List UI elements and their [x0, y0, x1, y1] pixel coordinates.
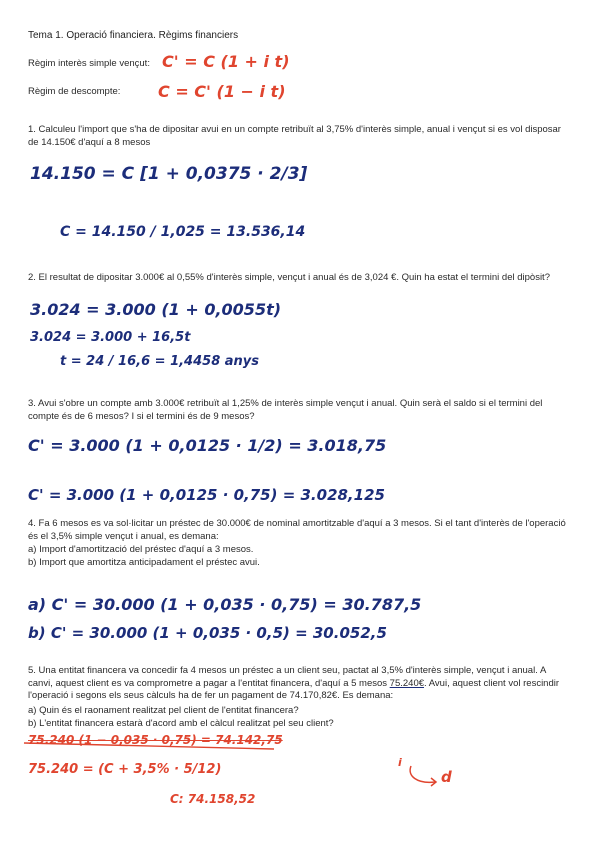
- q5-side-note-d: d: [441, 768, 452, 786]
- q2-handwriting-1: 3.024 = 3.000 (1 + 0,0055t): [30, 300, 282, 319]
- simple-regime-label: Règim interès simple vençut:: [28, 58, 150, 69]
- q4-handwriting-1: a) C' = 30.000 (1 + 0,035 · 0,75) = 30.787,5: [28, 595, 422, 614]
- discount-regime-formula: C = C' (1 − i t): [158, 82, 286, 101]
- q4-handwriting-2: b) C' = 30.000 (1 + 0,035 · 0,5) = 30.052,5: [28, 624, 387, 642]
- q5-side-note-i: i: [398, 756, 402, 769]
- question-3: 3. Avui s'obre un compte amb 3.000€ retribuït al 1,25% de interès simple vençut i anual. Quin serà el saldo si el termini del compte és de 6 mesos? I si el termini és de 9 mesos?: [28, 398, 543, 422]
- question-5-a: a) Quin és el raonament realitzat pel client de l'entitat financera?: [28, 705, 299, 716]
- question-2: 2. El resultat de dipositar 3.000€ al 0,55% d'interès simple, vençut i anual és de 3,024 €. Quin ha estat el termini del dipòsit?: [28, 272, 550, 283]
- question-5-text-b: . Avui, aquest client vol rescindir l'operació i segons els seus càlculs ha de fer un pagament de 74.170,82€. Es demana:: [28, 677, 560, 701]
- q3-handwriting-2: C' = 3.000 (1 + 0,0125 · 0,75) = 3.028,125: [28, 486, 385, 504]
- question-1: 1. Calculeu l'import que s'ha de dipositar avui en un compte retribuït al 3,75% d'interès simple, anual i vençut si es vol disposar de 14.150€ d'aquí a 8 mesos: [28, 124, 561, 148]
- q5-handwriting-3: C: 74.158,52: [170, 792, 256, 806]
- q2-handwriting-3: t = 24 / 16,6 = 1,4458 anys: [60, 354, 259, 369]
- q5-handwriting-crossed: 75.240 (1 − 0,035 · 0,75) = 74.142,75: [28, 733, 283, 747]
- simple-regime-formula: C' = C (1 + i t): [162, 52, 290, 71]
- arrow-icon: [405, 762, 445, 788]
- q5-strike-line: [22, 740, 277, 752]
- question-4-b: b) Import que amortitza anticipadament el préstec avui.: [28, 557, 260, 568]
- question-5-b: b) L'entitat financera estarà d'acord amb el càlcul realitzat pel seu client?: [28, 718, 334, 729]
- discount-regime-label: Règim de descompte:: [28, 86, 121, 97]
- q1-handwriting-1: 14.150 = C [1 + 0,0375 · 2/3]: [30, 164, 308, 184]
- question-4-a: a) Import d'amortització del préstec d'aquí a 3 mesos.: [28, 544, 254, 555]
- q3-handwriting-1: C' = 3.000 (1 + 0,0125 · 1/2) = 3.018,75: [28, 436, 387, 455]
- q5-handwriting-2: 75.240 = (C + 3,5% · 5/12): [28, 762, 222, 777]
- question-5-text-a: 5. Una entitat financera va concedir fa 4 mesos un préstec a un client seu, pactat al 3,5% d'interès simple, vençut i anual. A canvi, aquest client es va comprometre a pagar a l'entitat financera, d'aquí a 5 mesos: [28, 665, 546, 689]
- question-5: [28, 665, 573, 703]
- page-title: Tema 1. Operació financiera. Règims financiers: [28, 30, 239, 41]
- question-4: 4. Fa 6 mesos es va sol·licitar un préstec de 30.000€ de nominal amortitzable d'aquí a 3 mesos. Si el tant d'interès de l'operació és el 3,5% simple vençut i anual, es demana:: [28, 518, 566, 542]
- question-5-highlight: 75.240€: [389, 677, 425, 689]
- q2-handwriting-2: 3.024 = 3.000 + 16,5t: [30, 330, 191, 345]
- q1-handwriting-2: C = 14.150 / 1,025 = 13.536,14: [60, 224, 306, 240]
